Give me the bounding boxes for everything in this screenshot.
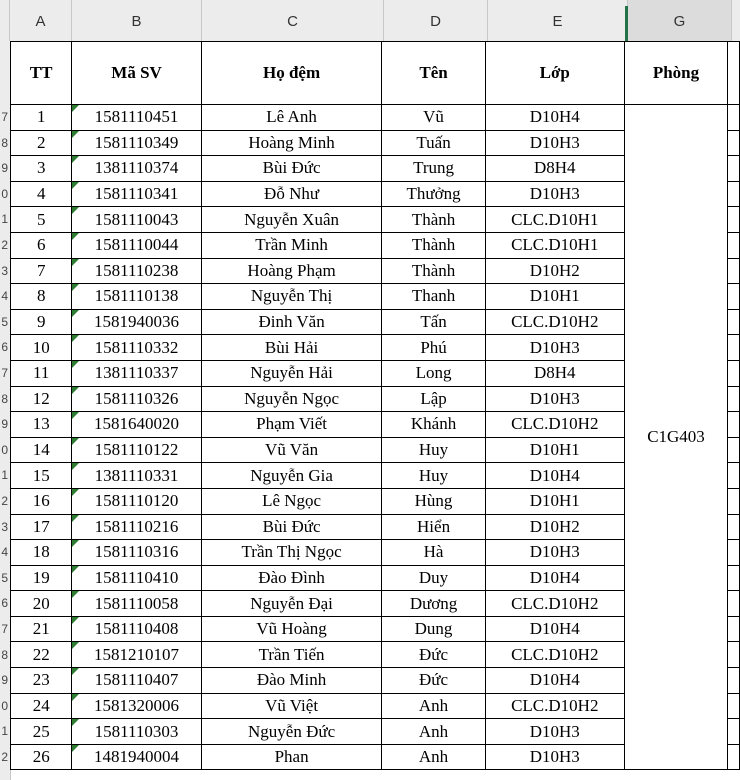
cell-ten[interactable]: Huy	[382, 437, 485, 463]
row-number[interactable]: 6	[1, 596, 8, 611]
number-as-text-warning-icon	[72, 361, 79, 368]
row-number[interactable]: 0	[1, 698, 8, 713]
cell-text: 1381110337	[94, 363, 179, 383]
cell-ma-sv[interactable]	[72, 591, 201, 617]
cell-text: 1581210107	[94, 644, 180, 664]
number-as-text-warning-icon	[72, 617, 79, 624]
cell-text: 1581110122	[94, 440, 179, 460]
cell-empty[interactable]	[728, 540, 740, 566]
cell-ho-dem[interactable]: Lê Anh	[201, 105, 382, 131]
cell-ho-dem[interactable]: Phạm Viết	[201, 412, 382, 438]
cell-ho-dem[interactable]: Bùi Đức	[201, 514, 382, 540]
cell-ma-sv[interactable]	[72, 412, 201, 438]
row-number[interactable]: 2	[1, 750, 8, 764]
cell-empty[interactable]	[728, 207, 740, 233]
cell-ten[interactable]: Tuấn	[382, 130, 485, 156]
cell-empty[interactable]	[728, 693, 740, 719]
cell-ten[interactable]: Lập	[382, 386, 485, 412]
cell-ma-sv[interactable]	[72, 437, 201, 463]
header-tt[interactable]: TT	[11, 42, 72, 105]
cell-tt[interactable]: 24	[11, 693, 72, 719]
number-as-text-warning-icon	[72, 642, 79, 649]
cell-ho-dem[interactable]: Hoàng Phạm	[201, 258, 382, 284]
cell-ho-dem[interactable]: Nguyễn Đại	[201, 591, 382, 617]
cell-empty[interactable]	[728, 181, 740, 207]
cell-text: 1581110303	[94, 721, 179, 741]
cell-ma-sv[interactable]	[72, 284, 201, 310]
cell-tt[interactable]: 4	[11, 181, 72, 207]
cell-lop[interactable]: D10H3	[485, 744, 624, 770]
header-phong[interactable]: Phòng	[624, 42, 727, 105]
cell-tt[interactable]: 6	[11, 232, 72, 258]
cell-empty[interactable]	[728, 437, 740, 463]
cell-ten[interactable]: Hiển	[382, 514, 485, 540]
cell-ho-dem[interactable]: Bùi Đức	[201, 156, 382, 182]
number-as-text-warning-icon	[72, 438, 79, 445]
cell-text: 1581110410	[94, 567, 179, 587]
cell-lop[interactable]: CLC.D10H2	[485, 309, 624, 335]
student-room-table	[10, 41, 740, 770]
cell-lop[interactable]: D10H4	[485, 668, 624, 694]
header-ten[interactable]: Tên	[382, 42, 485, 105]
cell-ho-dem[interactable]: Nguyễn Hải	[201, 360, 382, 386]
cell-text: 1581110407	[94, 670, 179, 690]
cell-tt[interactable]: 22	[11, 642, 72, 668]
cell-tt[interactable]: 13	[11, 412, 72, 438]
cell-ma-sv[interactable]	[72, 693, 201, 719]
cell-ho-dem[interactable]: Bùi Hải	[201, 335, 382, 361]
header-ma-sv[interactable]: Mã SV	[72, 42, 201, 105]
cell-ho-dem[interactable]: Trần Tiến	[201, 642, 382, 668]
cell-empty[interactable]	[728, 591, 740, 617]
cell-lop[interactable]: CLC.D10H1	[485, 207, 624, 233]
cell-text: 1581110216	[94, 516, 179, 536]
number-as-text-warning-icon	[72, 412, 79, 419]
number-as-text-warning-icon	[72, 156, 79, 163]
cell-tt[interactable]: 10	[11, 335, 72, 361]
row-number[interactable]: 3	[1, 263, 8, 278]
cell-ho-dem[interactable]: Đào Đình	[201, 565, 382, 591]
cell-ma-sv[interactable]	[72, 565, 201, 591]
cell-ho-dem[interactable]: Nguyễn Thị	[201, 284, 382, 310]
cell-ten[interactable]: Hà	[382, 540, 485, 566]
cell-lop[interactable]: D10H4	[485, 105, 624, 131]
cell-lop[interactable]: CLC.D10H1	[485, 232, 624, 258]
cell-ma-sv[interactable]	[72, 309, 201, 335]
row-number[interactable]: 7	[1, 622, 8, 636]
row-number[interactable]: 2	[1, 238, 8, 252]
cell-ho-dem[interactable]: Đỗ Như	[201, 181, 382, 207]
cell-tt[interactable]: 16	[11, 488, 72, 514]
cell-lop[interactable]: D10H3	[485, 540, 624, 566]
cell-ten[interactable]: Phú	[382, 335, 485, 361]
cell-ten[interactable]: Trung	[382, 156, 485, 182]
cell-tt[interactable]: 18	[11, 540, 72, 566]
hidden-column-marker	[625, 6, 628, 41]
cell-tt[interactable]: 2	[11, 130, 72, 156]
row-number[interactable]: 4	[1, 545, 8, 560]
table-header-row	[11, 42, 740, 105]
number-as-text-warning-icon	[72, 233, 79, 240]
cell-text: 1581110058	[94, 593, 179, 613]
cell-ten[interactable]: Thưởng	[382, 181, 485, 207]
cell-ma-sv[interactable]	[72, 181, 201, 207]
cell-text: 1581110138	[94, 286, 179, 306]
cell-empty[interactable]	[728, 668, 740, 694]
header-ho-dem[interactable]: Họ đệm	[201, 42, 382, 105]
cell-ten[interactable]: Dương	[382, 591, 485, 617]
cell-ho-dem[interactable]: Phan	[201, 744, 382, 770]
row-number[interactable]: 9	[1, 161, 8, 176]
column-header-d[interactable]: D	[384, 0, 488, 41]
cell-empty[interactable]	[728, 284, 740, 310]
cell-text: 1581110316	[94, 542, 179, 562]
number-as-text-warning-icon	[72, 668, 79, 675]
row-number[interactable]: 5	[1, 570, 8, 585]
row-number[interactable]: 5	[1, 314, 8, 329]
cell-tt[interactable]: 12	[11, 386, 72, 412]
cell-tt[interactable]: 19	[11, 565, 72, 591]
cell-text: 1581110326	[94, 388, 179, 408]
cell-tt[interactable]: 9	[11, 309, 72, 335]
cell-ho-dem[interactable]: Trần Minh	[201, 232, 382, 258]
cell-text: 1581110238	[94, 260, 179, 280]
cell-ho-dem[interactable]: Đinh Văn	[201, 309, 382, 335]
cell-ho-dem[interactable]: Trần Thị Ngọc	[201, 540, 382, 566]
number-as-text-warning-icon	[72, 131, 79, 138]
cell-text: 1581110120	[94, 491, 179, 511]
cell-ten[interactable]: Anh	[382, 744, 485, 770]
cell-empty[interactable]	[728, 719, 740, 745]
cell-tt[interactable]: 17	[11, 514, 72, 540]
select-all-corner[interactable]	[0, 0, 10, 41]
number-as-text-warning-icon	[72, 719, 79, 726]
row-number[interactable]: 1	[1, 468, 8, 483]
row-number[interactable]: 2	[1, 494, 8, 508]
cell-ho-dem[interactable]: Vũ Hoàng	[201, 616, 382, 642]
cell-text: 1581110341	[94, 184, 179, 204]
cell-tt[interactable]: 3	[11, 156, 72, 182]
row-number[interactable]: 7	[1, 366, 8, 380]
cell-ma-sv[interactable]	[72, 642, 201, 668]
cell-lop[interactable]: CLC.D10H2	[485, 591, 624, 617]
header-empty-cell[interactable]	[728, 42, 740, 105]
cell-text: 1581110349	[94, 132, 179, 152]
number-as-text-warning-icon	[72, 463, 79, 470]
row-number[interactable]: 8	[1, 647, 8, 662]
cell-tt[interactable]: 20	[11, 591, 72, 617]
cell-ma-sv[interactable]	[72, 105, 201, 131]
cell-empty[interactable]	[728, 335, 740, 361]
cell-lop[interactable]: D10H2	[485, 258, 624, 284]
cell-ho-dem[interactable]: Nguyễn Xuân	[201, 207, 382, 233]
number-as-text-warning-icon	[72, 335, 79, 342]
column-header-b[interactable]: B	[72, 0, 202, 41]
cell-empty[interactable]	[728, 360, 740, 386]
cell-lop[interactable]: D8H4	[485, 360, 624, 386]
cell-tt[interactable]: 8	[11, 284, 72, 310]
cell-lop[interactable]: D10H1	[485, 437, 624, 463]
cell-empty[interactable]	[728, 156, 740, 182]
cell-text: 1581110044	[94, 235, 179, 255]
cell-ho-dem[interactable]: Nguyễn Đức	[201, 719, 382, 745]
number-as-text-warning-icon	[72, 105, 79, 112]
cell-lop[interactable]: CLC.D10H2	[485, 642, 624, 668]
cell-ten[interactable]: Vũ	[382, 105, 485, 131]
cell-text: 1581110332	[94, 337, 179, 357]
cell-tt[interactable]: 26	[11, 744, 72, 770]
cell-lop[interactable]: D8H4	[485, 156, 624, 182]
cell-lop[interactable]: D10H3	[485, 386, 624, 412]
cell-ho-dem[interactable]: Nguyễn Ngọc	[201, 386, 382, 412]
cell-text: 1581320006	[94, 695, 180, 715]
cell-ten[interactable]: Đức	[382, 668, 485, 694]
number-as-text-warning-icon	[72, 540, 79, 547]
cell-empty[interactable]	[728, 105, 740, 131]
row-number[interactable]: 6	[1, 340, 8, 355]
cell-lop[interactable]: D10H1	[485, 284, 624, 310]
cell-ten[interactable]: Dung	[382, 616, 485, 642]
row-number[interactable]: 8	[1, 135, 8, 150]
cell-ten[interactable]: Long	[382, 360, 485, 386]
cell-empty[interactable]	[728, 463, 740, 489]
column-header-bar	[0, 0, 740, 42]
number-as-text-warning-icon	[72, 207, 79, 214]
cell-ten[interactable]: Huy	[382, 463, 485, 489]
cell-ten[interactable]: Đức	[382, 642, 485, 668]
cell-ho-dem[interactable]: Vũ Việt	[201, 693, 382, 719]
cell-empty[interactable]	[728, 309, 740, 335]
cell-ten[interactable]: Tấn	[382, 309, 485, 335]
cell-ho-dem[interactable]: Lê Ngọc	[201, 488, 382, 514]
row-number[interactable]: 1	[1, 212, 8, 227]
cell-text: 1581110408	[94, 619, 179, 639]
row-number[interactable]: 4	[1, 289, 8, 304]
cell-tt[interactable]: 7	[11, 258, 72, 284]
cell-lop[interactable]: D10H3	[485, 719, 624, 745]
cell-ma-sv[interactable]	[72, 156, 201, 182]
cell-lop[interactable]: CLC.D10H2	[485, 412, 624, 438]
number-as-text-warning-icon	[72, 566, 79, 573]
cell-lop[interactable]: D10H3	[485, 335, 624, 361]
cell-lop[interactable]: D10H3	[485, 181, 624, 207]
cell-text: 1581940036	[94, 312, 180, 332]
cell-lop[interactable]: D10H4	[485, 616, 624, 642]
cell-ma-sv[interactable]	[72, 258, 201, 284]
table-row	[11, 105, 740, 131]
cell-ma-sv[interactable]	[72, 207, 201, 233]
number-as-text-warning-icon	[72, 284, 79, 291]
cell-ten[interactable]: Duy	[382, 565, 485, 591]
column-header-h[interactable]	[732, 0, 740, 41]
cell-text: 1381110374	[94, 158, 179, 178]
cell-tt[interactable]: 11	[11, 360, 72, 386]
cell-ho-dem[interactable]: Vũ Văn	[201, 437, 382, 463]
cell-ma-sv[interactable]	[72, 514, 201, 540]
row-number[interactable]: 8	[1, 391, 8, 406]
cell-lop[interactable]: D10H1	[485, 488, 624, 514]
cell-ma-sv[interactable]	[72, 719, 201, 745]
row-number[interactable]: 0	[1, 442, 8, 457]
cell-tt[interactable]: 15	[11, 463, 72, 489]
cell-ho-dem[interactable]: Đào Minh	[201, 668, 382, 694]
number-as-text-warning-icon	[72, 745, 79, 752]
cell-ten[interactable]: Thành	[382, 207, 485, 233]
cell-ten[interactable]: Khánh	[382, 412, 485, 438]
column-header-a[interactable]: A	[10, 0, 72, 41]
cell-text: 1381110331	[94, 465, 179, 485]
cell-empty[interactable]	[728, 744, 740, 770]
cell-empty[interactable]	[728, 642, 740, 668]
cell-tt[interactable]: 5	[11, 207, 72, 233]
cell-lop[interactable]: D10H3	[485, 130, 624, 156]
cell-lop[interactable]: CLC.D10H2	[485, 693, 624, 719]
cell-empty[interactable]	[728, 565, 740, 591]
cell-tt[interactable]: 25	[11, 719, 72, 745]
cell-ho-dem[interactable]: Hoàng Minh	[201, 130, 382, 156]
cell-ten[interactable]: Anh	[382, 719, 485, 745]
cell-ma-sv[interactable]	[72, 335, 201, 361]
cell-ten[interactable]: Thanh	[382, 284, 485, 310]
cell-ma-sv[interactable]	[72, 232, 201, 258]
number-as-text-warning-icon	[72, 259, 79, 266]
cell-ma-sv[interactable]	[72, 386, 201, 412]
number-as-text-warning-icon	[72, 591, 79, 598]
cell-empty[interactable]	[728, 386, 740, 412]
cell-ho-dem[interactable]: Nguyễn Gia	[201, 463, 382, 489]
cell-empty[interactable]	[728, 488, 740, 514]
number-as-text-warning-icon	[72, 182, 79, 189]
cell-empty[interactable]	[728, 130, 740, 156]
cell-ten[interactable]: Thành	[382, 232, 485, 258]
cell-empty[interactable]	[728, 258, 740, 284]
cell-empty[interactable]	[728, 412, 740, 438]
cell-empty[interactable]	[728, 232, 740, 258]
cell-ma-sv[interactable]	[72, 130, 201, 156]
cell-ten[interactable]: Thành	[382, 258, 485, 284]
number-as-text-warning-icon	[72, 515, 79, 522]
header-lop[interactable]: Lớp	[485, 42, 624, 105]
cell-text: 1481940004	[94, 747, 180, 767]
cell-ma-sv[interactable]	[72, 463, 201, 489]
cell-tt[interactable]: 21	[11, 616, 72, 642]
cell-text: 1581110451	[94, 107, 179, 127]
cell-tt[interactable]: 1	[11, 105, 72, 131]
row-number[interactable]: 9	[1, 673, 8, 688]
number-as-text-warning-icon	[72, 694, 79, 701]
cell-ma-sv[interactable]	[72, 616, 201, 642]
number-as-text-warning-icon	[72, 387, 79, 394]
cell-tt[interactable]: 23	[11, 668, 72, 694]
row-number[interactable]: 9	[1, 417, 8, 432]
cell-ma-sv[interactable]	[72, 668, 201, 694]
column-header-g[interactable]: G	[628, 0, 732, 41]
number-as-text-warning-icon	[72, 310, 79, 317]
cell-ma-sv[interactable]	[72, 488, 201, 514]
cell-ma-sv[interactable]	[72, 744, 201, 770]
row-number[interactable]: 7	[1, 110, 8, 124]
cell-empty[interactable]	[728, 616, 740, 642]
row-number[interactable]: 3	[1, 519, 8, 534]
cell-lop[interactable]: D10H4	[485, 565, 624, 591]
cell-empty[interactable]	[728, 514, 740, 540]
row-number[interactable]: 1	[1, 724, 8, 739]
cell-ten[interactable]: Anh	[382, 693, 485, 719]
cell-text: 1581110043	[94, 209, 179, 229]
cell-ma-sv[interactable]	[72, 360, 201, 386]
number-as-text-warning-icon	[72, 489, 79, 496]
cell-phong-merged[interactable]: C1G403	[624, 105, 727, 770]
column-header-e[interactable]: E	[488, 0, 628, 41]
cell-lop[interactable]: D10H4	[485, 463, 624, 489]
cell-tt[interactable]: 14	[11, 437, 72, 463]
row-number[interactable]: 0	[1, 186, 8, 201]
column-header-c[interactable]: C	[202, 0, 384, 41]
cell-lop[interactable]: D10H2	[485, 514, 624, 540]
cell-ten[interactable]: Hùng	[382, 488, 485, 514]
cell-text: 1581640020	[94, 414, 180, 434]
cell-ma-sv[interactable]	[72, 540, 201, 566]
